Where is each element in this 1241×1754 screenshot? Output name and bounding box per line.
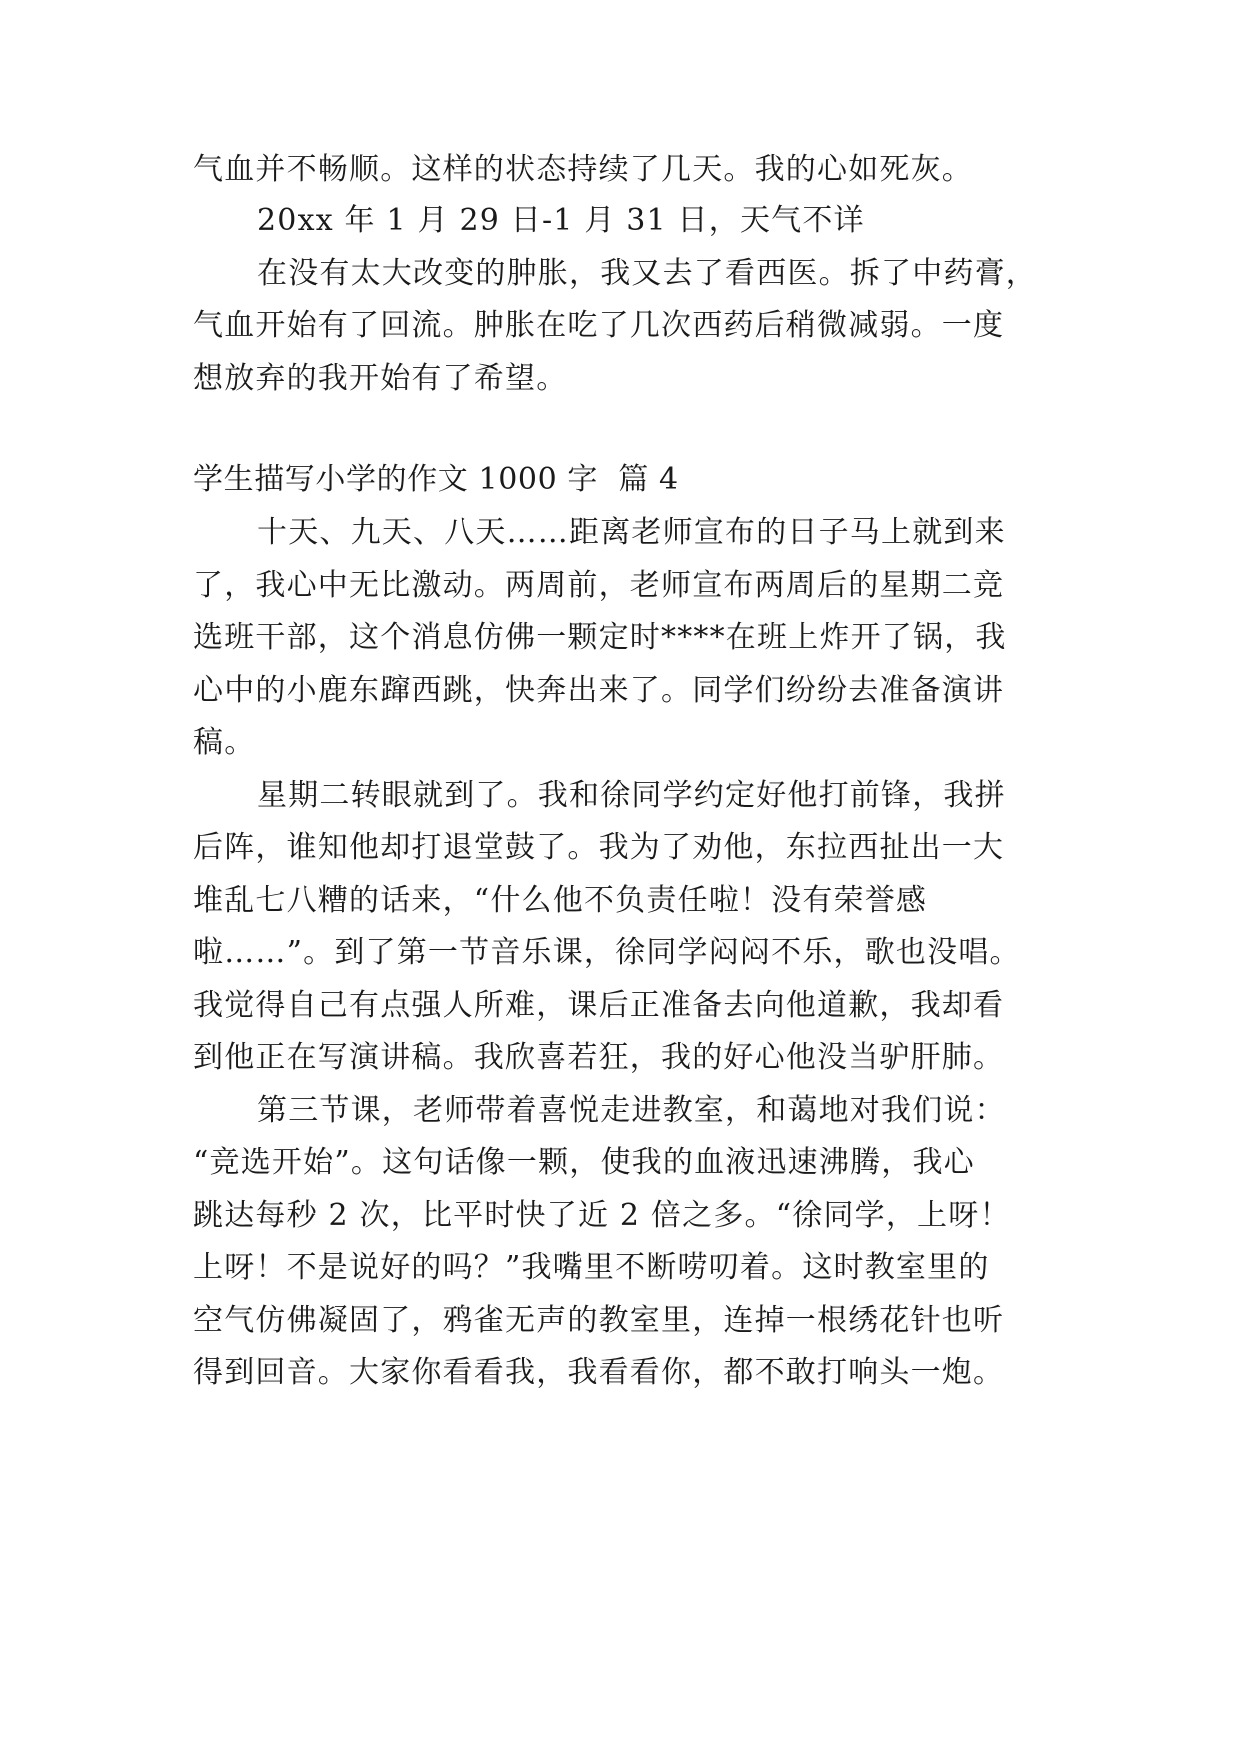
paragraph-first-line: 十天、九天、八天……距离老师宣布的日子马上就到来 (257, 515, 1006, 550)
paragraph-first-line: 星期二转眼就到了。我和徐同学约定好他打前锋，我拼 (257, 778, 1006, 813)
text-line: 后阵，谁知他却打退堂鼓了。我为了劝他，东拉西扯出一大 (193, 830, 1005, 865)
text-line: 空气仿佛凝固了，鸦雀无声的教室里，连掉一根绣花针也听 (193, 1303, 1005, 1338)
text-line: 了，我心中无比激动。两周前，老师宣布两周后的星期二竞 (193, 568, 1005, 603)
paragraph-first-line: 在没有太大改变的肿胀，我又去了看西医。拆了中药膏， (257, 256, 1037, 291)
text-line: 上呀！不是说好的吗？”我嘴里不断唠叨着。这时教室里的 (193, 1250, 990, 1285)
diary-date-line: 20xx 年 1 月 29 日-1 月 31 日，天气不详 (257, 203, 865, 238)
text-line: 啦……”。到了第一节音乐课，徐同学闷闷不乐，歌也没唱。 (193, 935, 1021, 970)
text-line: 心中的小鹿东蹿西跳，快奔出来了。同学们纷纷去准备演讲 (193, 673, 1005, 708)
text-line: 想放弃的我开始有了希望。 (193, 361, 568, 396)
text-line: 跳达每秒 2 次，比平时快了近 2 倍之多。“徐同学，上呀！ (193, 1198, 1011, 1233)
text-line: 气血开始有了回流。肿胀在吃了几次西药后稍微减弱。一度 (193, 308, 1005, 343)
text-line: 得到回音。大家你看看我，我看看你，都不敢打响头一炮。 (193, 1355, 1005, 1390)
text-line: 稿。 (193, 725, 256, 760)
paragraph-first-line: 第三节课，老师带着喜悦走进教室，和蔼地对我们说： (257, 1093, 1006, 1128)
text-line: “竞选开始”。这句话像一颗，使我的血液迅速沸腾，我心 (193, 1145, 975, 1180)
section-heading: 学生描写小学的作文 1000 字 篇 4 (193, 462, 679, 497)
text-line: 选班干部，这个消息仿佛一颗定时****在班上炸开了锅，我 (193, 620, 1007, 655)
text-line: 气血并不畅顺。这样的状态持续了几天。我的心如死灰。 (193, 152, 973, 187)
text-line: 我觉得自己有点强人所难，课后正准备去向他道歉，我却看 (193, 988, 1005, 1023)
text-line: 堆乱七八糟的话来，“什么他不负责任啦！没有荣誉感 (193, 883, 928, 918)
text-line: 到他正在写演讲稿。我欣喜若狂，我的好心他没当驴肝肺。 (193, 1040, 1005, 1075)
